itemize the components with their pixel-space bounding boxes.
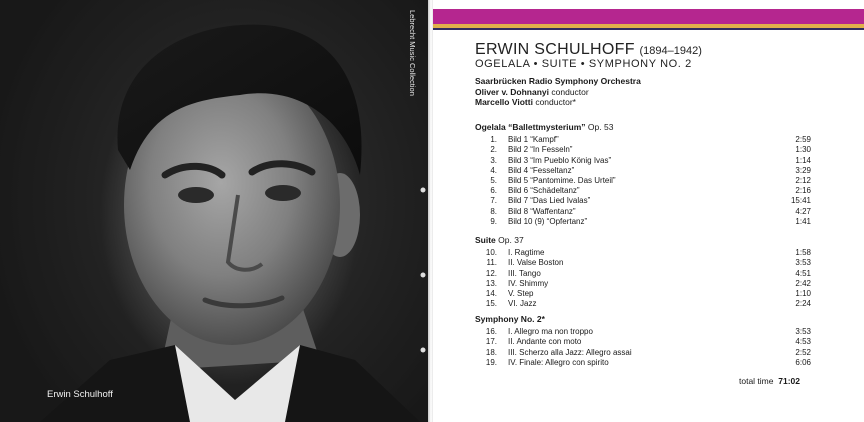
composer-portrait bbox=[0, 0, 428, 422]
track-duration: 2:52 bbox=[795, 347, 811, 357]
track-list bbox=[475, 327, 811, 368]
orchestra-line bbox=[475, 76, 641, 87]
track-number: 18. bbox=[485, 347, 497, 357]
track-title: Bild 5 “Pantomime. Das Urteil” bbox=[508, 175, 616, 185]
track-duration: 1:58 bbox=[795, 248, 811, 258]
track-row bbox=[475, 269, 811, 279]
track-title: Bild 7 “Das Lied Ivalas” bbox=[508, 196, 591, 206]
track-list bbox=[475, 248, 811, 309]
works-subtitle: OGELALA • SUITE • SYMPHONY NO. 2 bbox=[475, 58, 692, 70]
track-duration: 4:27 bbox=[795, 206, 811, 216]
track-title: Bild 2 “In Fesseln” bbox=[508, 145, 573, 155]
track-title: Bild 4 “Fesseltanz” bbox=[508, 165, 575, 175]
track-duration: 2:16 bbox=[795, 186, 811, 196]
track-title: V. Step bbox=[508, 288, 534, 298]
track-duration: 3:29 bbox=[795, 165, 811, 175]
track-row bbox=[475, 358, 811, 368]
track-title: VI. Jazz bbox=[508, 299, 537, 309]
track-title: Bild 10 (9) “Opfertanz” bbox=[508, 216, 588, 226]
section-symphony bbox=[475, 314, 811, 368]
track-duration: 4:53 bbox=[795, 337, 811, 347]
track-list bbox=[475, 135, 811, 227]
total-time-value: 71:02 bbox=[778, 376, 800, 386]
track-row bbox=[475, 248, 811, 258]
track-title: Bild 8 “Waffentanz” bbox=[508, 206, 576, 216]
track-row bbox=[475, 348, 811, 358]
track-number: 8. bbox=[490, 206, 497, 216]
track-number: 17. bbox=[485, 337, 497, 347]
track-row bbox=[475, 327, 811, 337]
track-duration: 1:10 bbox=[795, 288, 811, 298]
booklet-page bbox=[433, 0, 864, 422]
composer-heading bbox=[475, 41, 702, 59]
track-duration: 6:06 bbox=[795, 357, 811, 367]
composer-name: ERWIN SCHULHOFF bbox=[475, 41, 635, 58]
section-suite bbox=[475, 235, 811, 309]
track-number: 16. bbox=[485, 327, 497, 337]
track-duration: 4:51 bbox=[795, 268, 811, 278]
track-number: 1. bbox=[490, 135, 497, 145]
track-duration: 1:41 bbox=[795, 216, 811, 226]
track-row bbox=[475, 145, 811, 155]
photo-credit bbox=[404, 10, 418, 170]
track-duration: 1:14 bbox=[795, 155, 811, 165]
conductor-2-name: Marcello Viotti bbox=[475, 97, 533, 107]
track-title: II. Valse Boston bbox=[508, 258, 564, 268]
track-number: 9. bbox=[490, 216, 497, 226]
track-row bbox=[475, 135, 811, 145]
track-number: 6. bbox=[490, 186, 497, 196]
section-heading bbox=[475, 122, 811, 132]
track-title: III. Scherzo alla Jazz: Allegro assai bbox=[508, 347, 632, 357]
track-number: 13. bbox=[485, 278, 497, 288]
composer-dates: (1894–1942) bbox=[639, 45, 702, 57]
track-row bbox=[475, 207, 811, 217]
track-duration: 2:24 bbox=[795, 299, 811, 309]
track-title: Bild 1 “Kampf” bbox=[508, 135, 559, 145]
section-opus: Op. 53 bbox=[587, 122, 614, 132]
orchestra-name: Saarbrücken Radio Symphony Orchestra bbox=[475, 76, 641, 86]
track-title: I. Ragtime bbox=[508, 248, 545, 258]
portrait-illustration bbox=[0, 0, 428, 422]
track-duration: 1:30 bbox=[795, 145, 811, 155]
track-row bbox=[475, 289, 811, 299]
track-row bbox=[475, 166, 811, 176]
track-number: 15. bbox=[485, 299, 497, 309]
track-duration: 15:41 bbox=[790, 196, 811, 206]
track-row bbox=[475, 186, 811, 196]
track-duration: 3:53 bbox=[795, 258, 811, 268]
conductor-line-1 bbox=[475, 87, 641, 98]
track-number: 5. bbox=[490, 175, 497, 185]
section-title: Ogelala “Ballettmysterium” bbox=[475, 122, 586, 132]
conductor-2-role: conductor* bbox=[535, 97, 576, 107]
track-duration: 2:42 bbox=[795, 278, 811, 288]
track-number: 14. bbox=[485, 288, 497, 298]
track-row bbox=[475, 196, 811, 206]
track-row bbox=[475, 337, 811, 347]
track-row bbox=[475, 279, 811, 289]
section-title: Suite bbox=[475, 235, 496, 245]
track-duration: 3:53 bbox=[795, 327, 811, 337]
photo-credit-text: Lebrecht Music Collection bbox=[408, 10, 417, 96]
track-title: III. Tango bbox=[508, 268, 541, 278]
track-row bbox=[475, 217, 811, 227]
track-title: Bild 3 “Im Pueblo König Ivas” bbox=[508, 155, 612, 165]
track-row bbox=[475, 299, 811, 309]
track-number: 11. bbox=[486, 258, 497, 268]
photo-caption: Erwin Schulhoff bbox=[47, 389, 113, 400]
track-title: I. Allegro ma non troppo bbox=[508, 327, 593, 337]
total-time bbox=[739, 376, 800, 386]
section-opus: Op. 37 bbox=[498, 235, 524, 245]
track-duration: 2:12 bbox=[795, 175, 811, 185]
header-stripe-navy bbox=[433, 28, 864, 30]
track-row bbox=[475, 176, 811, 186]
conductor-1-role: conductor bbox=[551, 86, 589, 97]
conductor-1-name: Oliver v. Dohnanyi bbox=[475, 86, 550, 97]
header-stripe-magenta bbox=[433, 9, 864, 24]
track-title: IV. Finale: Allegro con spirito bbox=[508, 357, 609, 367]
track-number: 19. bbox=[485, 357, 497, 367]
track-title: II. Andante con moto bbox=[508, 337, 582, 347]
track-title: Bild 6 “Schädeltanz” bbox=[508, 186, 580, 196]
section-ogelala bbox=[475, 122, 811, 227]
track-title: IV. Shimmy bbox=[508, 278, 549, 288]
section-title: Symphony No. 2* bbox=[475, 314, 545, 324]
track-number: 2. bbox=[490, 145, 497, 155]
track-number: 7. bbox=[490, 196, 497, 206]
performer-credits bbox=[475, 76, 641, 108]
track-row bbox=[475, 156, 811, 166]
section-heading bbox=[475, 235, 811, 245]
track-number: 3. bbox=[490, 155, 497, 165]
track-number: 12. bbox=[485, 268, 497, 278]
total-time-label: total time bbox=[739, 376, 774, 386]
track-duration: 2:59 bbox=[795, 135, 811, 145]
track-row bbox=[475, 258, 811, 268]
conductor-line-2 bbox=[475, 97, 641, 108]
section-heading bbox=[475, 314, 811, 324]
track-number: 10. bbox=[485, 248, 497, 258]
track-number: 4. bbox=[490, 165, 497, 175]
